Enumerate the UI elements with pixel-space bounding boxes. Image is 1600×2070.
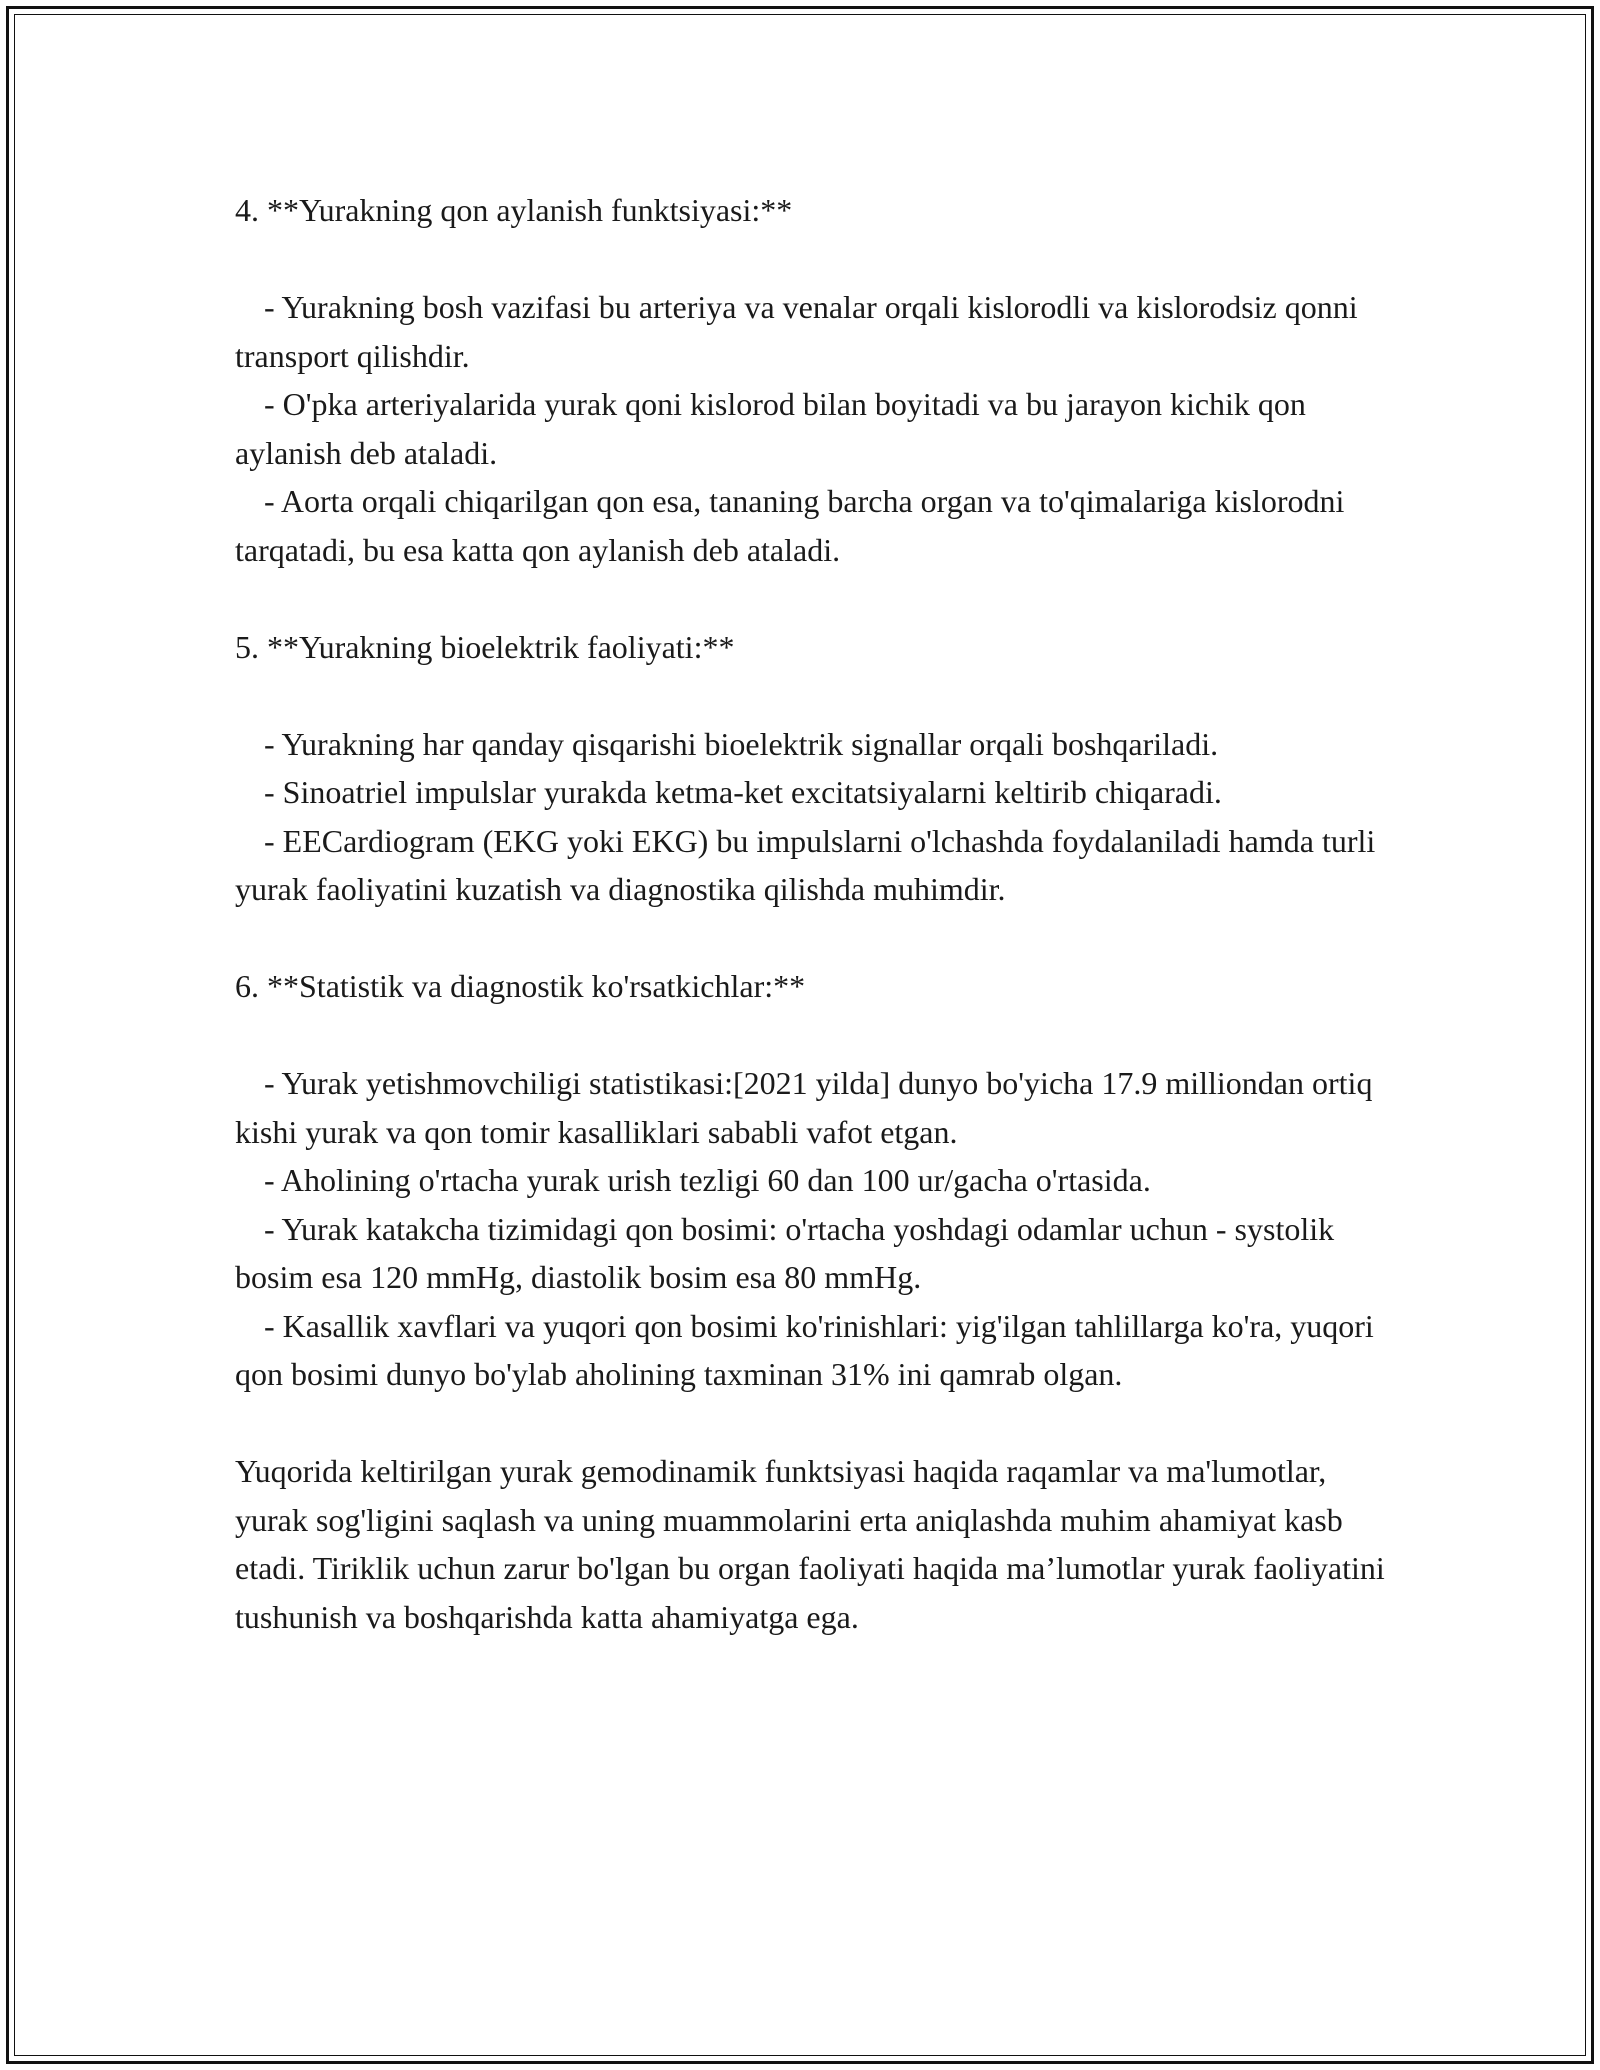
section-6-heading: 6. **Statistik va diagnostik ko'rsatkichlar:** xyxy=(235,968,806,1004)
section-5-item-3: - EECardiogram (EKG yoki EKG) bu impulslarni o'lchashda foydalaniladi hamda turli yurak faoliyatini kuzatish va diagnostika qilishda muhimdir. xyxy=(235,822,1376,907)
section-6-item-4: - Kasallik xavflari va yuqori qon bosimi ko'rinishlari: yig'ilgan tahlillarga ko'ra, yuqori qon bosimi dunyo bo'ylab aholining taxminan 31% ini qamrab olgan. xyxy=(235,1307,1374,1392)
spacer xyxy=(235,671,1385,720)
spacer xyxy=(235,574,1385,623)
section-6-item-2: - Aholining o'rtacha yurak urish tezligi 60 dan 100 ur/gacha o'rtasida. xyxy=(264,1162,1151,1198)
section-4-item-3: - Aorta orqali chiqarilgan qon esa, tananing barcha organ va to'qimalariga kislorodni tarqatadi, bu esa katta qon aylanish deb ataladi. xyxy=(235,483,1345,568)
section-4-heading: 4. **Yurakning qon aylanish funktsiyasi:** xyxy=(235,192,793,228)
spacer xyxy=(235,235,1385,284)
section-5-heading: 5. **Yurakning bioelektrik faoliyati:** xyxy=(235,628,735,665)
section-5-item-2: - Sinoatriel impulslar yurakda ketma-ket excitatsiyalarni keltirib chiqaradi. xyxy=(264,774,1222,810)
spacer xyxy=(235,1011,1385,1060)
section-4-item-2: - O'pka arteriyalarida yurak qoni kislorod bilan boyitadi va bu jarayon kichik qon aylanish deb ataladi. xyxy=(235,386,1306,471)
conclusion-paragraph: Yuqorida keltirilgan yurak gemodinamik funktsiyasi haqida raqamlar va ma'lumotlar, yurak sog'ligini saqlash va uning muammolarini erta aniqlashda muhim ahamiyat kasb etadi. Tiriklik uchun zarur bo'lgan bu organ faoliyati haqida ma’lumotlar yurak faoliyatini tushunish va boshqarishda katta ahamiyatga ega. xyxy=(235,1453,1385,1635)
document-body xyxy=(235,186,1385,1641)
spacer xyxy=(235,914,1385,963)
section-4-item-1: - Yurakning bosh vazifasi bu arteriya va venalar orqali kislorodli va kislorodsiz qonni transport qilishdir. xyxy=(235,289,1358,374)
section-6-item-3: - Yurak katakcha tizimidagi qon bosimi: o'rtacha yoshdagi odamlar uchun - systolik bosim esa 120 mmHg, diastolik bosim esa 80 mmHg. xyxy=(235,1210,1335,1295)
section-6-item-1: - Yurak yetishmovchiligi statistikasi:[2021 yilda] dunyo bo'yicha 17.9 milliondan ortiq kishi yurak va qon tomir kasalliklari sababli vafot etgan. xyxy=(235,1065,1373,1150)
spacer xyxy=(235,1399,1385,1448)
section-5-item-1: - Yurakning har qanday qisqarishi bioelektrik signallar orqali boshqariladi. xyxy=(264,725,1219,762)
